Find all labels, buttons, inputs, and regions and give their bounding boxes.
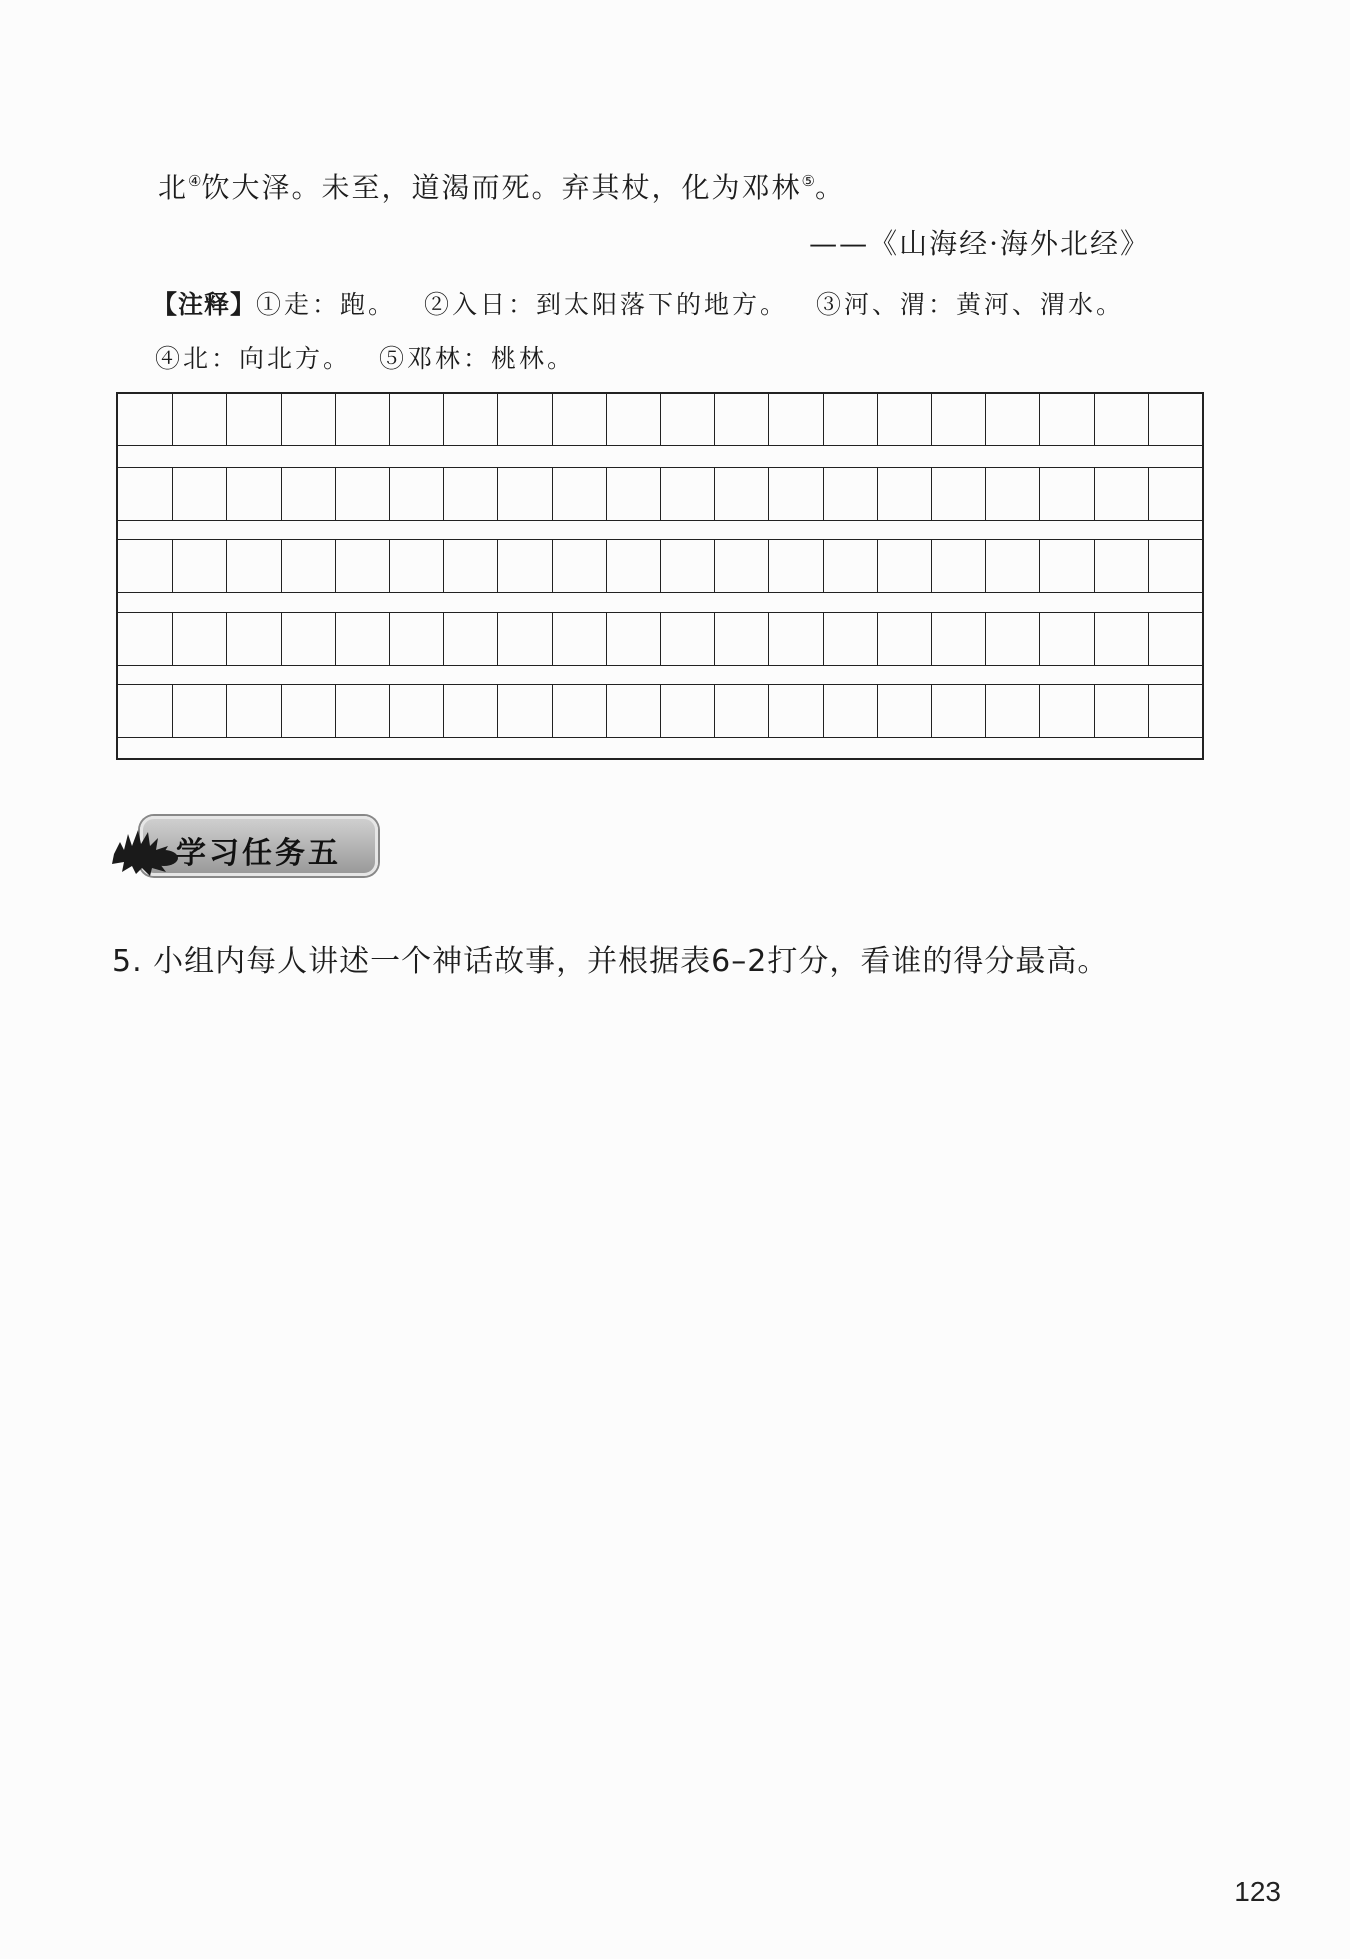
grid-cell-divider	[823, 613, 824, 665]
grid-cell-divider	[172, 393, 173, 445]
grid-cell-divider	[606, 468, 607, 520]
grid-row	[118, 612, 1202, 666]
note-3: ③河、渭：黄河、渭水。	[816, 290, 1125, 319]
section-badge-label: 学习任务五	[176, 836, 341, 871]
grid-cell-divider	[1039, 685, 1040, 737]
grid-cell-divider	[335, 685, 336, 737]
passage-text-1: 北	[158, 171, 189, 204]
grid-cell-divider	[497, 685, 498, 737]
grid-cell-divider	[552, 685, 553, 737]
grid-cell-divider	[443, 613, 444, 665]
grid-cell-divider	[335, 468, 336, 520]
grid-cell-divider	[1039, 613, 1040, 665]
grid-cell-divider	[281, 613, 282, 665]
grid-cell-divider	[226, 393, 227, 445]
grid-cell-divider	[985, 468, 986, 520]
grid-cell-divider	[389, 393, 390, 445]
grid-cell-divider	[281, 393, 282, 445]
grid-cell-divider	[768, 468, 769, 520]
grid-cell-divider	[931, 613, 932, 665]
annotations	[152, 278, 1124, 386]
grid-cell-divider	[226, 540, 227, 592]
grid-cell-divider	[1148, 685, 1149, 737]
grid-cell-divider	[1094, 393, 1095, 445]
grid-cell-divider	[281, 468, 282, 520]
grid-cell-divider	[1039, 540, 1040, 592]
grid-cell-divider	[823, 540, 824, 592]
grid-cell-divider	[443, 685, 444, 737]
section-badge	[110, 810, 380, 880]
grid-cell-divider	[606, 393, 607, 445]
grid-cell-divider	[443, 540, 444, 592]
annotations-tag: 【注释】	[152, 290, 257, 319]
grid-cell-divider	[497, 393, 498, 445]
grid-cell-divider	[1039, 393, 1040, 445]
grid-cell-divider	[497, 613, 498, 665]
grid-cell-divider	[1039, 468, 1040, 520]
grid-cell-divider	[552, 613, 553, 665]
grid-cell-divider	[985, 393, 986, 445]
passage-text-2: 饮大泽。未至，道渴而死。弃其杖，化为邓林	[201, 171, 802, 204]
grid-cell-divider	[660, 613, 661, 665]
note-4: ④北：向北方。	[155, 344, 352, 373]
passage-line	[158, 166, 845, 206]
grid-cell-divider	[606, 685, 607, 737]
grid-cell-divider	[985, 540, 986, 592]
grid-cell-divider	[172, 468, 173, 520]
grid-cell-divider	[714, 468, 715, 520]
grid-cell-divider	[768, 685, 769, 737]
grid-cell-divider	[714, 540, 715, 592]
grid-cell-divider	[443, 468, 444, 520]
grid-cell-divider	[1094, 613, 1095, 665]
grid-cell-divider	[226, 468, 227, 520]
grid-cell-divider	[606, 613, 607, 665]
grid-cell-divider	[823, 685, 824, 737]
passage-source: ——《山海经·海外北经》	[809, 227, 1150, 260]
hedgehog-icon	[110, 824, 182, 876]
grid-cell-divider	[877, 393, 878, 445]
footnote-ref-5: ⑤	[801, 172, 815, 190]
grid-cell-divider	[1094, 540, 1095, 592]
grid-cell-divider	[768, 393, 769, 445]
note-2: ②入日：到太阳落下的地方。	[424, 290, 789, 319]
grid-cell-divider	[1148, 540, 1149, 592]
grid-cell-divider	[1148, 613, 1149, 665]
grid-cell-divider	[660, 468, 661, 520]
grid-cell-divider	[552, 468, 553, 520]
grid-cell-divider	[606, 540, 607, 592]
grid-cell-divider	[389, 613, 390, 665]
note-5: ⑤邓林：桃林。	[379, 344, 576, 373]
grid-cell-divider	[768, 540, 769, 592]
grid-cell-divider	[931, 468, 932, 520]
annotations-line-1	[152, 278, 1124, 332]
grid-cell-divider	[877, 613, 878, 665]
grid-row	[118, 392, 1202, 446]
grid-cell-divider	[931, 540, 932, 592]
grid-cell-divider	[335, 540, 336, 592]
grid-cell-divider	[660, 540, 661, 592]
grid-row	[118, 467, 1202, 521]
grid-cell-divider	[1148, 393, 1149, 445]
grid-cell-divider	[172, 613, 173, 665]
grid-cell-divider	[877, 468, 878, 520]
grid-cell-divider	[335, 613, 336, 665]
grid-cell-divider	[172, 685, 173, 737]
grid-cell-divider	[552, 540, 553, 592]
grid-cell-divider	[552, 393, 553, 445]
grid-cell-divider	[660, 393, 661, 445]
grid-cell-divider	[281, 685, 282, 737]
grid-cell-divider	[660, 685, 661, 737]
grid-cell-divider	[877, 540, 878, 592]
grid-cell-divider	[443, 393, 444, 445]
footnote-ref-4: ④	[188, 172, 202, 190]
grid-cell-divider	[768, 613, 769, 665]
grid-cell-divider	[823, 393, 824, 445]
grid-cell-divider	[931, 685, 932, 737]
grid-cell-divider	[335, 393, 336, 445]
grid-cell-divider	[985, 613, 986, 665]
grid-row	[118, 539, 1202, 593]
passage-text-3: 。	[814, 171, 845, 204]
grid-cell-divider	[172, 540, 173, 592]
grid-cell-divider	[226, 613, 227, 665]
grid-cell-divider	[931, 393, 932, 445]
task-instruction: 5. 小组内每人讲述一个神话故事，并根据表6–2打分，看谁的得分最高。	[112, 944, 1109, 979]
note-1: ①走：跑。	[256, 290, 397, 319]
grid-row	[118, 684, 1202, 738]
grid-cell-divider	[1148, 468, 1149, 520]
grid-cell-divider	[281, 540, 282, 592]
grid-cell-divider	[389, 540, 390, 592]
grid-cell-divider	[985, 685, 986, 737]
grid-cell-divider	[226, 685, 227, 737]
grid-cell-divider	[497, 468, 498, 520]
grid-cell-divider	[714, 613, 715, 665]
grid-cell-divider	[714, 685, 715, 737]
page-number: 123	[1234, 1876, 1281, 1907]
grid-cell-divider	[1094, 685, 1095, 737]
grid-cell-divider	[823, 468, 824, 520]
grid-cell-divider	[497, 540, 498, 592]
grid-cell-divider	[389, 685, 390, 737]
grid-cell-divider	[389, 468, 390, 520]
grid-cell-divider	[714, 393, 715, 445]
grid-cell-divider	[877, 685, 878, 737]
writing-grid[interactable]	[116, 392, 1204, 760]
annotations-line-2	[152, 332, 1124, 386]
grid-cell-divider	[1094, 468, 1095, 520]
